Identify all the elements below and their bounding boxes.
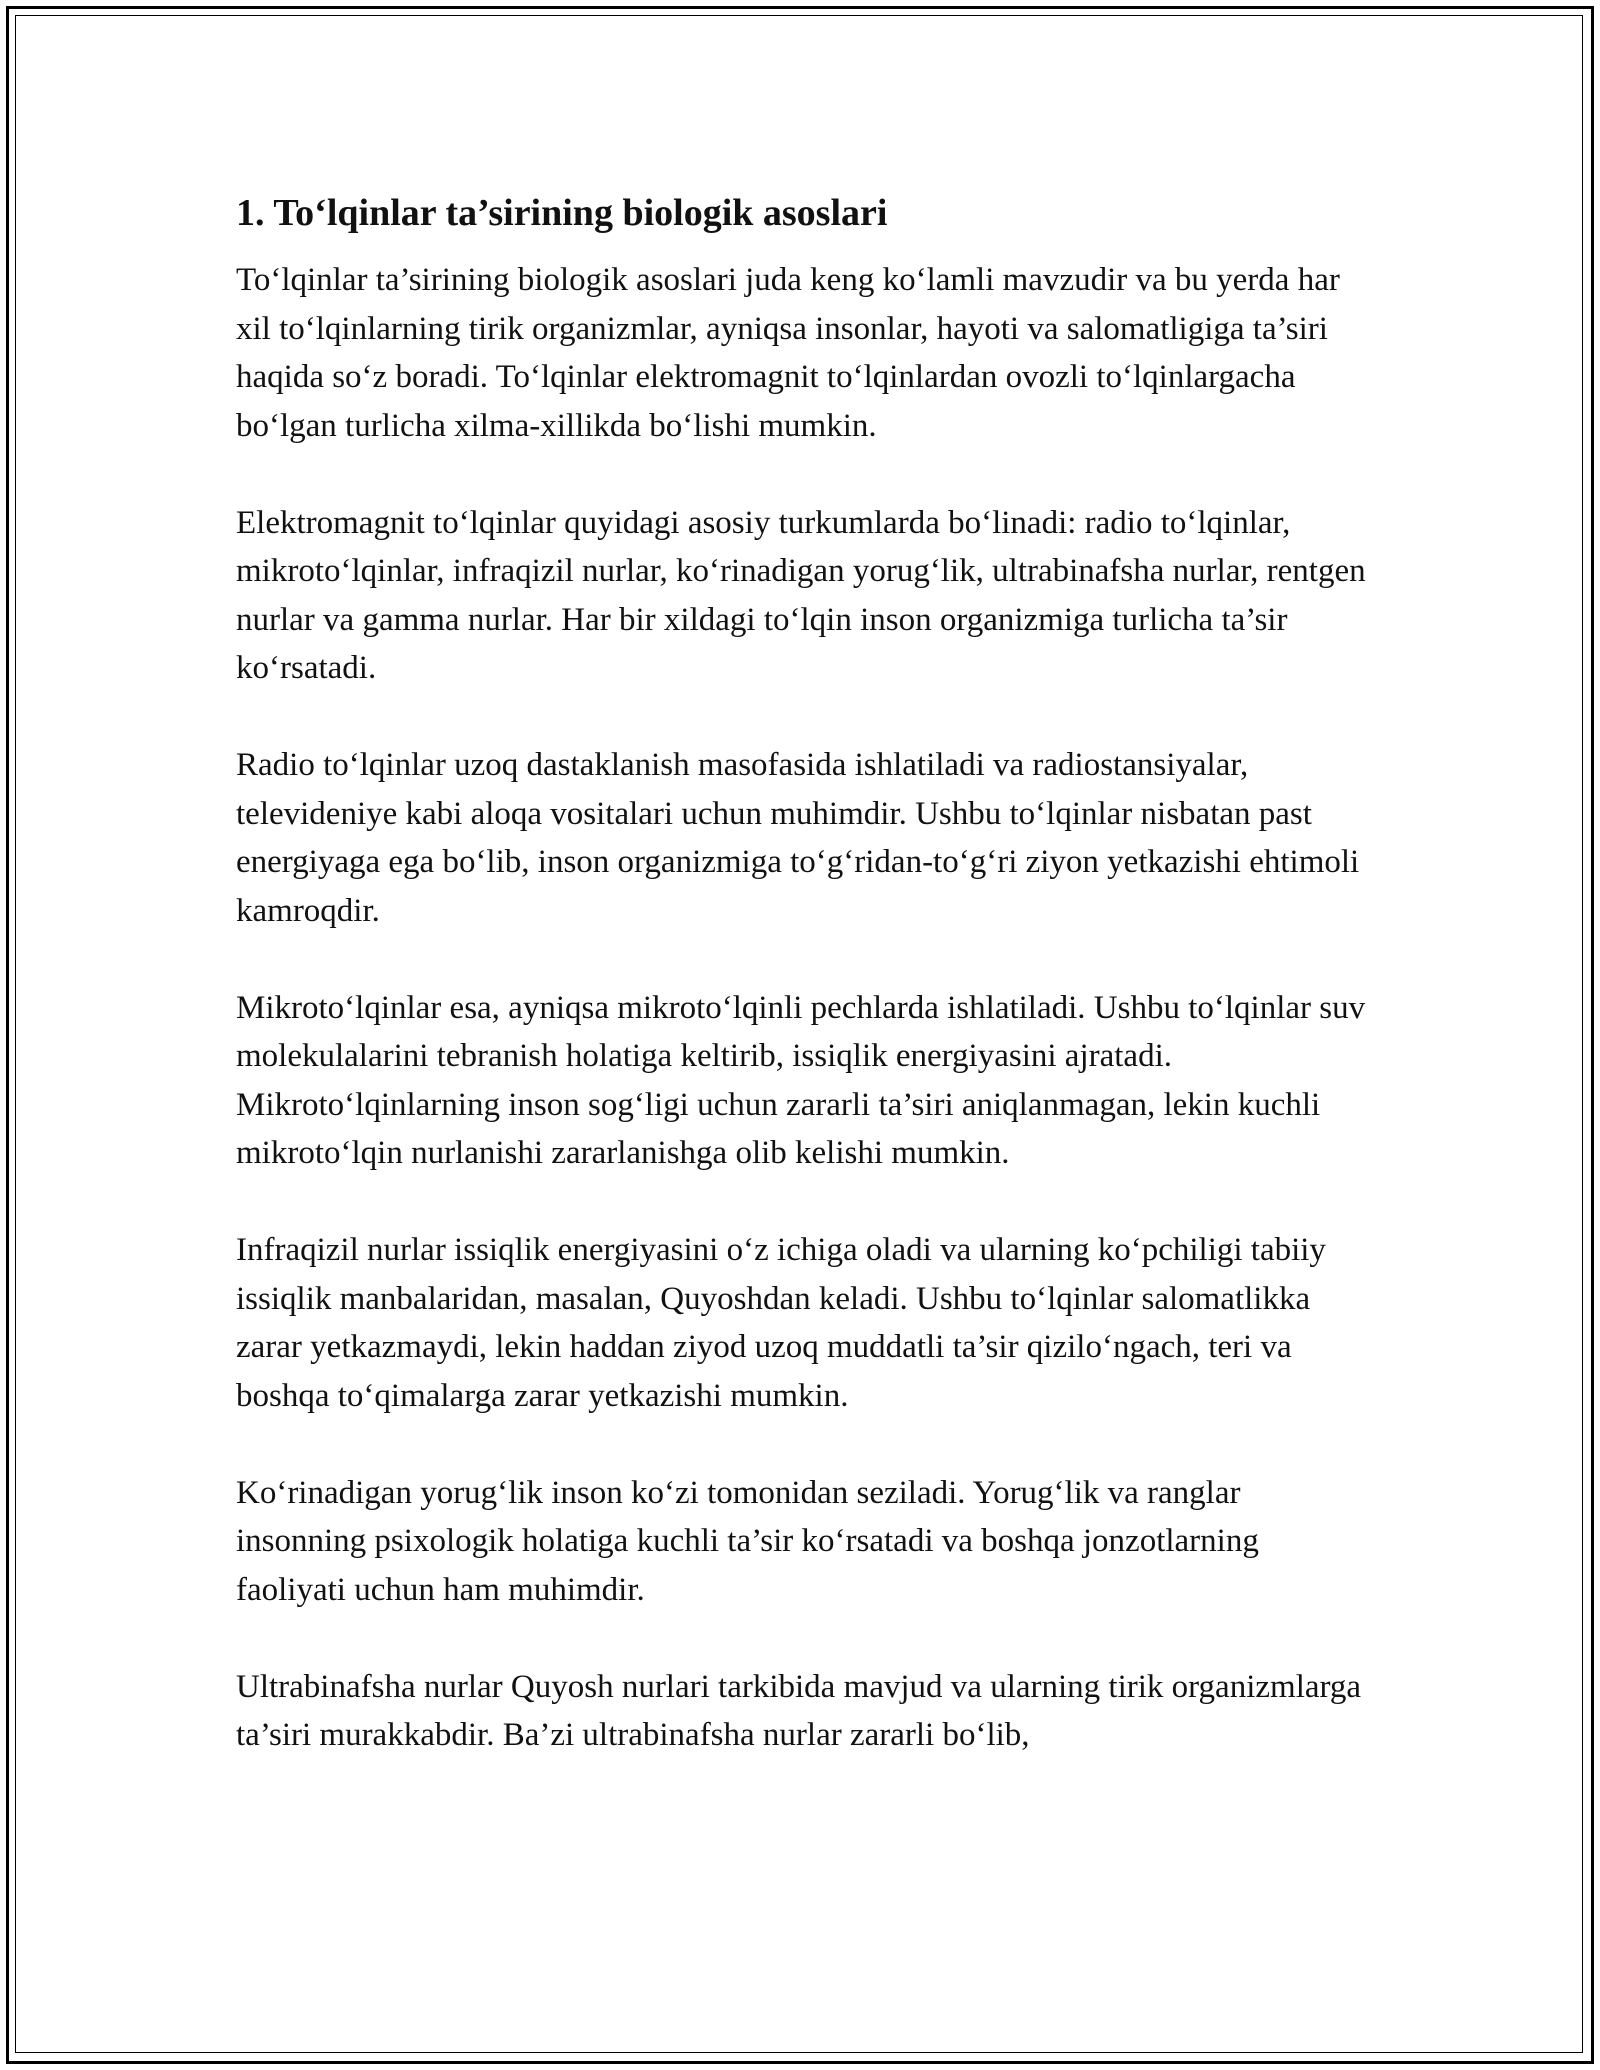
paragraph-radio-waves: Radio to‘lqinlar uzoq dastaklanish masofasida ishlatiladi va radiostansiyalar, televideniye kabi aloqa vositalari uchun muhimdir. Ushbu to‘lqinlar nisbatan past energiyaga ega bo‘lib, inson organizmiga to‘g‘ridan-to‘g‘ri ziyon yetkazishi ehtimoli kamroqdir.	[236, 747, 1360, 929]
paragraph-intro: To‘lqinlar ta’sirining biologik asoslari juda keng ko‘lamli mavzudir va bu yerda har xil to‘lqinlarning tirik organizmlar, ayniqsa insonlar, hayoti va salomatligiga ta’siri haqida so‘z boradi. To‘lqinlar elektromagnit to‘lqinlardan ovozli to‘lqinlargacha bo‘lgan turlicha xilma-xillikda bo‘lishi mumkin.	[236, 262, 1340, 444]
paragraph-em-types: Elektromagnit to‘lqinlar quyidagi asosiy turkumlarda bo‘linadi: radio to‘lqinlar, mikroto‘lqinlar, infraqizil nurlar, ko‘rinadigan yorug‘lik, ultrabinafsha nurlar, rentgen nurlar va gamma nurlar. Har bir xildagi to‘lqin inson organizmiga turlicha ta’sir ko‘rsatadi.	[236, 504, 1366, 686]
paragraph-visible-light: Ko‘rinadigan yorug‘lik inson ko‘zi tomonidan seziladi. Yorug‘lik va ranglar insonning psixologik holatiga kuchli ta’sir ko‘rsatadi va boshqa jonzotlarning faoliyati uchun ham muhimdir.	[236, 1474, 1259, 1608]
paragraph-infrared: Infraqizil nurlar issiqlik energiyasini o‘z ichiga oladi va ularning ko‘pchiligi tabiiy issiqlik manbalaridan, masalan, Quyoshdan keladi. Ushbu to‘lqinlar salomatlikka zarar yetkazmaydi, lekin haddan ziyod uzoq muddatli ta’sir qizilo‘ngach, teri va boshqa to‘qimalarga zarar yetkazishi mumkin.	[236, 1232, 1326, 1414]
paragraph-microwaves: Mikroto‘lqinlar esa, ayniqsa mikroto‘lqinli pechlarda ishlatiladi. Ushbu to‘lqinlar suv molekulalarini tebranish holatiga keltirib, issiqlik energiyasini ajratadi. Mikroto‘lqinlarning inson sog‘ligi uchun zararli ta’siri aniqlanmagan, lekin kuchli mikroto‘lqin nurlanishi zararlanishga olib kelishi mumkin.	[236, 989, 1366, 1171]
document-body	[236, 184, 1376, 1808]
section-heading: 1. To‘lqinlar ta’sirining biologik asoslari	[236, 192, 888, 234]
paragraph-ultraviolet: Ultrabinafsha nurlar Quyosh nurlari tarkibida mavjud va ularning tirik organizmlarga ta’siri murakkabdir. Ba’zi ultrabinafsha nurlar zararli bo‘lib,	[236, 1668, 1362, 1753]
